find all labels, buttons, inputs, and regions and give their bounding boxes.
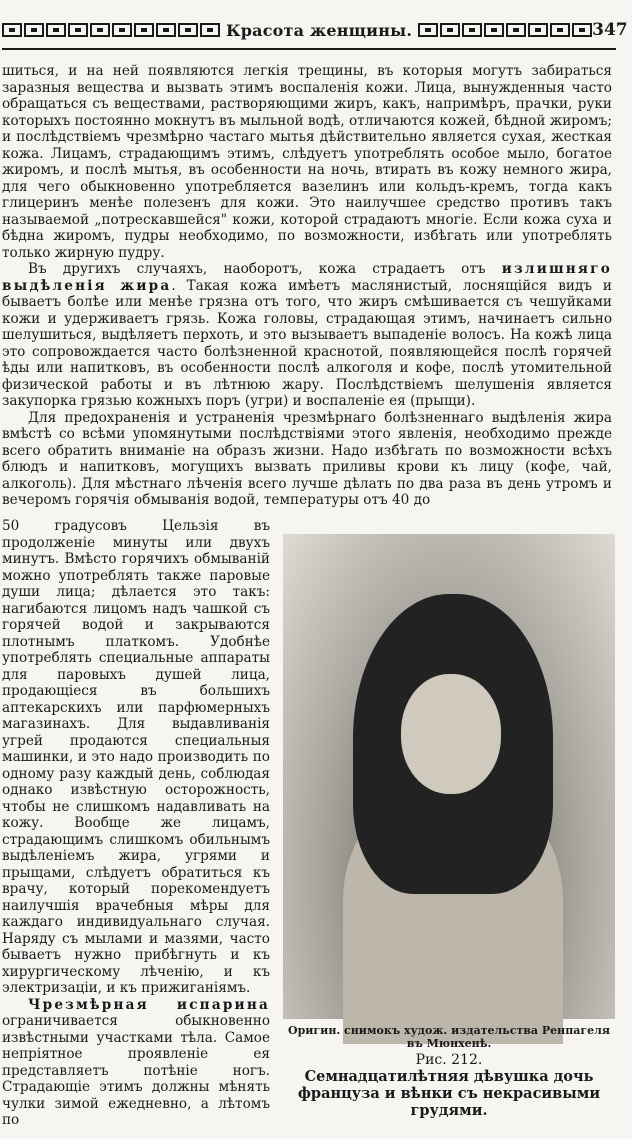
header-rule [2, 48, 616, 50]
figure-credit: Оригин. снимокъ худож. издательства Ренпагеля въ Мюнхенѣ. [288, 1024, 610, 1050]
running-header [2, 18, 628, 42]
photo-face [401, 674, 501, 794]
paragraph-2-start: Въ другихъ случаяхъ, наоборотъ, кожа страдаетъ отъ [28, 261, 486, 277]
paragraph-3-continued: 50 градусовъ Цельзія въ продолженіе минуты или двухъ минутъ. Вмѣсто горячихъ обмываній можно употреблять также паровые души лица; дѣлается это такъ: нагибаются лицомъ надъ чашкой съ горячей водой и закрываются плотнымъ платкомъ. Удобнѣе употреблять специальные аппараты для паровыхъ душей лица, продающіеся въ большихъ аптекарскихъ или парфюмерныхъ магазинахъ. Для выдавливанія угрей продаются специальныя машинки, и это надо производить по одному разу каждый день, соблюдая однако извѣстную осторожность, чтобы не слишкомъ надавливать на кожу. Вообще же лицамъ, страдающимъ слишкомъ обильнымъ выдѣленіемъ жира, угрями и прыщами, слѣдуетъ обратиться къ врачу, который порекомендуетъ наилучшія врачебныя мѣры для каждаго индивидуальнаго случая. Наряду съ мылами и мазями, часто бываетъ нужно прибѣгнуть и къ хирургическому лѣченію, и къ электризаціи, и къ прижиганіямъ. [2, 518, 270, 996]
figure-caption: Семнадцатилѣтняя дѣвушка дочь француза и вѣнки съ некрасивыми грудями. [297, 1068, 601, 1119]
paragraph-3: Для предохраненія и устраненія чрезмѣрнаго болѣзненнаго выдѣленія жира вмѣстѣ со всѣми упомянутыми послѣдствіями этого явленія, необходимо прежде всего обратить вниманіе на образъ жизни. Надо избѣгать по возможности всѣхъ блюдъ и напитковъ, могущихъ вызвать приливы крови къ лицу (кофе, чай, алкоголь). Для мѣстнаго лѣченія всего лучше дѣлать по два раза въ день утромъ и вечеромъ горячія обмыванія водой, температуры отъ 40 до [2, 409, 612, 508]
running-title: Красота женщины. [226, 20, 413, 40]
narrow-column-text [2, 518, 270, 1129]
paragraph-2-rest: . Такая кожа имѣетъ маслянистый, лоснящійся видъ и бываетъ болѣе или менѣе грязна отъ того, что жиръ смѣшивается съ чешуйками кожи и удерживаетъ грязь. Кожа головы, страдающая этимъ, начинаетъ сильно шелушиться, выдѣляетъ перхоть, и это вызываетъ выпаденіе волосъ. На кожѣ лица это сопровождается часто болѣзненной краснотой, появляющейся послѣ горячей ѣды или напитковъ, въ особенности послѣ алкоголя и кофе, послѣ утомительной физической работы и въ лѣтнюю жару. Послѣдствіемъ шелушенія является закупорка грязью кожныхъ поръ (угри) и воспаленіе ея (прыщи). [2, 277, 612, 409]
ornament-right [418, 23, 592, 37]
full-width-text [2, 63, 612, 509]
paragraph-1: шиться, и на ней появляются легкія трещины, въ которыя могутъ забираться заразныя вещества и вызвать этимъ воспаленія кожи. Лица, вынужденныя часто обращаться съ веществами, растворяющими жиръ, какъ, напримѣръ, прачки, руки которыхъ постоянно мокнутъ въ мыльной водѣ, отличаются кожей, бѣдной жиромъ; и послѣдствіемъ чрезмѣрно частаго мытья дѣйствительно является сухая, жесткая кожа. Лицамъ, страдающимъ этимъ, слѣдуетъ употреблять особое мыло, богатое жиромъ, и послѣ мытья, въ особенности на ночь, втирать въ кожу немного жира, для чего обыкновенно употребляется вазелинъ или кольдъ-кремъ, тогда какъ глицеринъ менѣе полезенъ для кожи. Это наилучшее средство противъ такъ называемой „потрескавшейся" кожи, которой страдаютъ многіе. Если кожа суха и бѣдна жиромъ, пудры необходимо, по возможности, избѣгать или употреблять только жирную пудру. [2, 63, 612, 261]
figure-photograph [283, 534, 615, 1019]
ornament-left [2, 23, 220, 37]
figure-number: Рис. 212. [415, 1052, 483, 1068]
paragraph-4 [2, 997, 270, 1129]
spaced-emphasis-excess-fat: излишняго выдѣленія жира [2, 261, 612, 294]
paragraph-2 [2, 261, 612, 410]
paragraph-4-rest: ограничивается обыкновенно извѣстными участками тѣла. Самое непріятное проявленіе ея представляетъ потѣніе ногъ. Страдающіе этимъ должны мѣнять чулки зимой ежедневно, а лѣтомъ по [2, 1013, 270, 1128]
page-number: 347 [592, 20, 628, 40]
spaced-emphasis-perspiration: Чрезмѣрная испарина [28, 996, 270, 1013]
